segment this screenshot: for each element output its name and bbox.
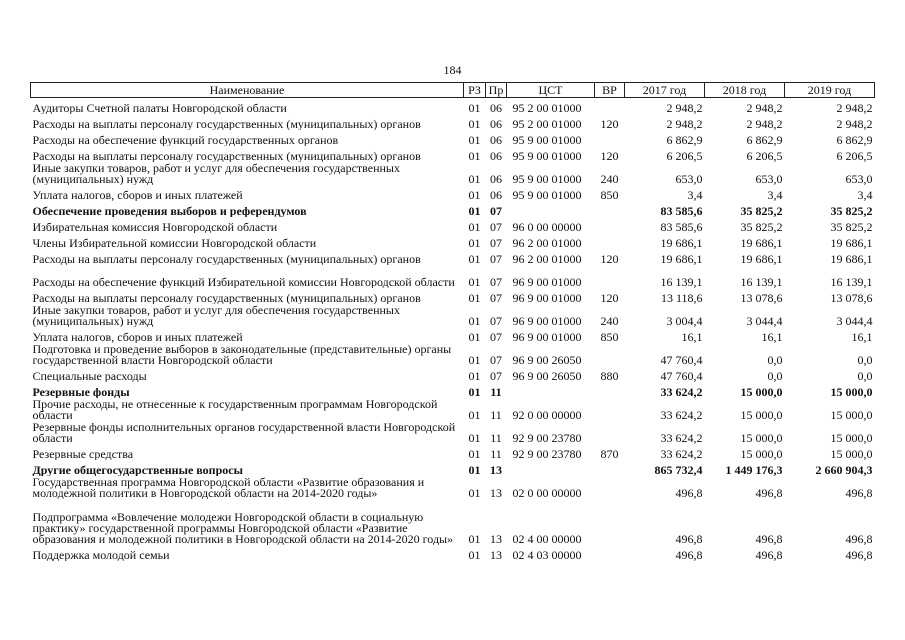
cell-pr: 07 xyxy=(490,369,502,382)
cell-pr: 07 xyxy=(490,330,502,343)
cell-2019: 15 000,0 xyxy=(830,447,873,460)
cell-2019: 2 660 904,3 xyxy=(815,463,873,476)
cell-2018: 16,1 xyxy=(761,330,783,343)
cell-pr: 06 xyxy=(490,149,502,162)
cell-pr: 06 xyxy=(490,101,502,114)
cell-name: Подготовка и проведение выборов в законодательные (представительные) органы государственной власти Новгородской области xyxy=(32,343,452,366)
cell-pr: 13 xyxy=(490,463,502,476)
cell-vr xyxy=(595,460,625,476)
cell-2017: 33 624,2 xyxy=(660,431,703,444)
cell-pr: 11 xyxy=(490,431,502,444)
cell-cst: 96 9 00 01000 xyxy=(512,275,582,288)
cell-2018: 15 000,0 xyxy=(740,408,783,421)
cell-pr: 07 xyxy=(490,275,502,288)
cell-vr: 120 xyxy=(600,291,619,304)
cell-2018: 3,4 xyxy=(767,188,783,201)
table-row xyxy=(31,130,875,146)
cell-2017: 33 624,2 xyxy=(660,408,703,421)
cell-name: Обеспечение проведения выборов и референдумов xyxy=(32,204,307,217)
cell-cst: 96 9 00 01000 xyxy=(512,330,582,343)
table-row xyxy=(31,114,875,130)
cell-name: Другие общегосударственные вопросы xyxy=(32,463,243,476)
table-row xyxy=(31,217,875,233)
cell-2019: 35 825,2 xyxy=(830,220,873,233)
cell-name: Избирательная комиссия Новгородской области xyxy=(32,220,278,233)
cell-pr: 07 xyxy=(490,291,502,304)
cell-2018: 35 825,2 xyxy=(740,204,783,217)
cell-cst xyxy=(507,382,595,398)
cell-name: Государственная программа Новгородской области «Развитие образования и молодежной политики в Новгородской области на 2014-2020 годы» xyxy=(32,476,425,499)
cell-name: Расходы на обеспечение функций государственных органов xyxy=(32,133,339,146)
cell-rz: 01 xyxy=(468,353,481,366)
cell-vr xyxy=(595,201,625,217)
cell-name: Расходы на выплаты персоналу государственных (муниципальных) органов xyxy=(32,149,421,162)
cell-cst: 02 4 00 00000 xyxy=(512,532,582,545)
cell-2019: 6 206,5 xyxy=(836,149,873,162)
cell-name: Аудиторы Счетной палаты Новгородской области xyxy=(32,101,287,114)
cell-vr xyxy=(595,398,625,421)
cell-cst: 96 9 00 01000 xyxy=(512,314,582,327)
cell-name: Расходы на обеспечение функций Избирательной комиссии Новгородской области xyxy=(32,275,455,288)
cell-2018: 15 000,0 xyxy=(740,447,783,460)
cell-name: Уплата налогов, сборов и иных платежей xyxy=(32,330,243,343)
cell-rz: 01 xyxy=(468,408,481,421)
cell-2019: 496,8 xyxy=(845,548,873,561)
cell-vr: 880 xyxy=(600,369,619,382)
cell-vr xyxy=(595,421,625,444)
cell-2019: 2 948,2 xyxy=(836,101,873,114)
cell-2017: 47 760,4 xyxy=(660,369,703,382)
cell-rz: 01 xyxy=(468,314,481,327)
cell-2019: 15 000,0 xyxy=(830,408,873,421)
cell-2017: 19 686,1 xyxy=(660,236,703,249)
cell-rz: 01 xyxy=(468,330,481,343)
cell-2018: 15 000,0 xyxy=(740,385,783,398)
cell-2019: 0,0 xyxy=(857,369,873,382)
cell-cst: 92 9 00 23780 xyxy=(512,431,582,444)
cell-rz: 01 xyxy=(468,220,481,233)
cell-vr xyxy=(595,217,625,233)
budget-table xyxy=(30,82,875,561)
page-number: 184 xyxy=(443,63,462,77)
cell-2018: 653,0 xyxy=(755,172,783,185)
cell-2018: 2 948,2 xyxy=(746,101,783,114)
cell-2018: 16 139,1 xyxy=(740,275,783,288)
table-row xyxy=(31,162,875,185)
cell-2017: 16,1 xyxy=(681,330,703,343)
cell-2019: 496,8 xyxy=(845,532,873,545)
cell-vr xyxy=(595,545,625,561)
table-row xyxy=(31,146,875,162)
cell-2017: 6 862,9 xyxy=(666,133,703,146)
cell-vr: 850 xyxy=(600,330,619,343)
cell-name: Поддержка молодой семьи xyxy=(32,548,170,561)
table-row xyxy=(31,249,875,265)
cell-2017: 33 624,2 xyxy=(660,447,703,460)
cell-name: Члены Избирательной комиссии Новгородской области xyxy=(32,236,317,249)
cell-2019: 15 000,0 xyxy=(830,431,873,444)
cell-vr: 870 xyxy=(600,447,619,460)
cell-2017: 653,0 xyxy=(675,172,703,185)
cell-2017: 19 686,1 xyxy=(660,252,703,265)
cell-2018: 2 948,2 xyxy=(746,117,783,130)
cell-cst xyxy=(507,460,595,476)
cell-pr: 13 xyxy=(490,532,502,545)
table-row xyxy=(31,421,875,444)
cell-cst: 95 9 00 01000 xyxy=(512,149,582,162)
cell-pr: 11 xyxy=(490,408,502,421)
column-header-vr: ВР xyxy=(595,83,625,98)
table-row xyxy=(31,327,875,343)
cell-name: Резервные фонды xyxy=(32,385,130,398)
cell-pr: 06 xyxy=(490,172,502,185)
cell-name: Подпрограмма «Вовлечение молодежи Новгородской области в социальную практику» государственной программы Новгородской области «Развитие образования и молодежной политики в Новгородской области на 2014-2020 годы» xyxy=(32,510,454,545)
cell-2019: 19 686,1 xyxy=(830,236,873,249)
cell-2019: 2 948,2 xyxy=(836,117,873,130)
cell-vr xyxy=(595,130,625,146)
cell-2017: 2 948,2 xyxy=(666,101,703,114)
cell-cst: 92 9 00 23780 xyxy=(512,447,582,460)
table-row xyxy=(31,545,875,561)
table-row xyxy=(31,288,875,304)
cell-pr: 11 xyxy=(490,447,502,460)
column-header-rz: РЗ xyxy=(464,83,486,98)
cell-2018: 0,0 xyxy=(767,353,783,366)
cell-2017: 3,4 xyxy=(687,188,703,201)
cell-pr: 11 xyxy=(490,385,502,398)
cell-vr: 240 xyxy=(600,172,619,185)
cell-cst: 02 4 03 00000 xyxy=(512,548,582,561)
cell-rz: 01 xyxy=(468,486,481,499)
cell-2018: 1 449 176,3 xyxy=(725,463,783,476)
table-row xyxy=(31,201,875,217)
cell-vr xyxy=(595,476,625,499)
table-row xyxy=(31,185,875,201)
cell-2017: 496,8 xyxy=(675,532,703,545)
cell-2018: 6 206,5 xyxy=(746,149,783,162)
cell-vr: 120 xyxy=(600,149,619,162)
cell-pr: 07 xyxy=(490,252,502,265)
cell-rz: 01 xyxy=(468,291,481,304)
cell-rz: 01 xyxy=(468,431,481,444)
cell-rz: 01 xyxy=(468,172,481,185)
cell-2017: 865 732,4 xyxy=(654,463,703,476)
table-row xyxy=(31,233,875,249)
cell-name: Уплата налогов, сборов и иных платежей xyxy=(32,188,243,201)
cell-2019: 653,0 xyxy=(845,172,873,185)
cell-rz: 01 xyxy=(468,204,481,217)
cell-pr: 13 xyxy=(490,486,502,499)
cell-2019: 16 139,1 xyxy=(830,275,873,288)
cell-name: Иные закупки товаров, работ и услуг для обеспечения государственных (муниципальных) нужд xyxy=(32,304,400,327)
table-header-row xyxy=(31,83,875,98)
cell-rz: 01 xyxy=(468,252,481,265)
cell-2019: 0,0 xyxy=(857,353,873,366)
cell-cst: 96 0 00 00000 xyxy=(512,220,582,233)
cell-2018: 0,0 xyxy=(767,369,783,382)
cell-cst: 95 9 00 01000 xyxy=(512,172,582,185)
column-header-2018: 2018 год xyxy=(705,83,785,98)
column-header-name: Наименование xyxy=(31,83,464,98)
cell-rz: 01 xyxy=(468,117,481,130)
cell-pr: 07 xyxy=(490,353,502,366)
cell-vr: 850 xyxy=(600,188,619,201)
cell-rz: 01 xyxy=(468,275,481,288)
cell-vr: 120 xyxy=(600,252,619,265)
cell-2017: 3 004,4 xyxy=(666,314,703,327)
column-header-cst: ЦСТ xyxy=(507,83,595,98)
cell-2018: 3 044,4 xyxy=(746,314,783,327)
cell-rz: 01 xyxy=(468,385,481,398)
cell-cst xyxy=(507,201,595,217)
cell-pr: 06 xyxy=(490,188,502,201)
column-header-pr: Пр xyxy=(486,83,507,98)
cell-vr xyxy=(595,382,625,398)
cell-2017: 13 118,6 xyxy=(660,291,703,304)
cell-2019: 3,4 xyxy=(857,188,873,201)
cell-2017: 47 760,4 xyxy=(660,353,703,366)
cell-cst: 96 2 00 01000 xyxy=(512,252,582,265)
cell-rz: 01 xyxy=(468,236,481,249)
cell-vr xyxy=(595,265,625,288)
table-row xyxy=(31,460,875,476)
cell-name: Резервные фонды исполнительных органов государственной власти Новгородской области xyxy=(32,421,456,444)
cell-cst: 95 2 00 01000 xyxy=(512,117,582,130)
cell-cst: 95 9 00 01000 xyxy=(512,133,582,146)
table-row xyxy=(31,476,875,499)
cell-2018: 6 862,9 xyxy=(746,133,783,146)
table-row xyxy=(31,265,875,288)
cell-2018: 15 000,0 xyxy=(740,431,783,444)
column-header-2019: 2019 год xyxy=(785,83,875,98)
cell-name: Расходы на выплаты персоналу государственных (муниципальных) органов xyxy=(32,117,421,130)
table-row xyxy=(31,98,875,115)
cell-cst: 95 9 00 01000 xyxy=(512,188,582,201)
cell-rz: 01 xyxy=(468,133,481,146)
cell-pr: 06 xyxy=(490,117,502,130)
cell-cst: 96 9 00 26050 xyxy=(512,353,582,366)
cell-2018: 496,8 xyxy=(755,532,783,545)
cell-rz: 01 xyxy=(468,188,481,201)
cell-rz: 01 xyxy=(468,447,481,460)
cell-vr: 240 xyxy=(600,314,619,327)
cell-2019: 35 825,2 xyxy=(830,204,873,217)
cell-cst: 96 9 00 01000 xyxy=(512,291,582,304)
cell-2017: 496,8 xyxy=(675,548,703,561)
cell-rz: 01 xyxy=(468,548,481,561)
cell-vr xyxy=(595,343,625,366)
cell-2017: 83 585,6 xyxy=(660,220,703,233)
cell-name: Специальные расходы xyxy=(32,369,147,382)
cell-vr xyxy=(595,98,625,115)
cell-pr: 07 xyxy=(490,314,502,327)
cell-2018: 35 825,2 xyxy=(740,220,783,233)
table-row xyxy=(31,398,875,421)
cell-cst: 96 2 00 01000 xyxy=(512,236,582,249)
cell-2019: 15 000,0 xyxy=(830,385,873,398)
table-row xyxy=(31,304,875,327)
cell-cst: 96 9 00 26050 xyxy=(512,369,582,382)
cell-cst: 95 2 00 01000 xyxy=(512,101,582,114)
cell-2018: 19 686,1 xyxy=(740,252,783,265)
cell-2019: 19 686,1 xyxy=(830,252,873,265)
cell-vr xyxy=(595,233,625,249)
cell-name: Резервные средства xyxy=(32,447,134,460)
cell-vr: 120 xyxy=(600,117,619,130)
cell-2019: 3 044,4 xyxy=(836,314,873,327)
cell-rz: 01 xyxy=(468,149,481,162)
cell-vr xyxy=(595,499,625,545)
cell-rz: 01 xyxy=(468,532,481,545)
cell-2019: 496,8 xyxy=(845,486,873,499)
table-row xyxy=(31,382,875,398)
table-row xyxy=(31,343,875,366)
table-row xyxy=(31,366,875,382)
cell-pr: 06 xyxy=(490,133,502,146)
table-row xyxy=(31,444,875,460)
cell-2018: 13 078,6 xyxy=(740,291,783,304)
cell-pr: 07 xyxy=(490,204,502,217)
cell-pr: 07 xyxy=(490,220,502,233)
table-row xyxy=(31,499,875,545)
cell-2019: 13 078,6 xyxy=(830,291,873,304)
cell-2017: 496,8 xyxy=(675,486,703,499)
cell-rz: 01 xyxy=(468,101,481,114)
cell-2018: 496,8 xyxy=(755,548,783,561)
cell-name: Расходы на выплаты персоналу государственных (муниципальных) органов xyxy=(32,291,421,304)
cell-2017: 33 624,2 xyxy=(660,385,703,398)
cell-2018: 496,8 xyxy=(755,486,783,499)
cell-2019: 16,1 xyxy=(851,330,873,343)
cell-2017: 6 206,5 xyxy=(666,149,703,162)
table-body xyxy=(31,98,875,562)
cell-pr: 13 xyxy=(490,548,502,561)
cell-cst: 02 0 00 00000 xyxy=(512,486,582,499)
cell-name: Иные закупки товаров, работ и услуг для обеспечения государственных (муниципальных) нужд xyxy=(32,162,400,185)
cell-2017: 83 585,6 xyxy=(660,204,703,217)
column-header-2017: 2017 год xyxy=(625,83,705,98)
cell-2017: 16 139,1 xyxy=(660,275,703,288)
cell-rz: 01 xyxy=(468,463,481,476)
cell-2018: 19 686,1 xyxy=(740,236,783,249)
cell-2017: 2 948,2 xyxy=(666,117,703,130)
cell-cst: 92 0 00 00000 xyxy=(512,408,582,421)
cell-2019: 6 862,9 xyxy=(836,133,873,146)
cell-rz: 01 xyxy=(468,369,481,382)
cell-name: Расходы на выплаты персоналу государственных (муниципальных) органов xyxy=(32,252,421,265)
cell-name: Прочие расходы, не отнесенные к государственным программам Новгородской области xyxy=(32,398,438,421)
cell-pr: 07 xyxy=(490,236,502,249)
